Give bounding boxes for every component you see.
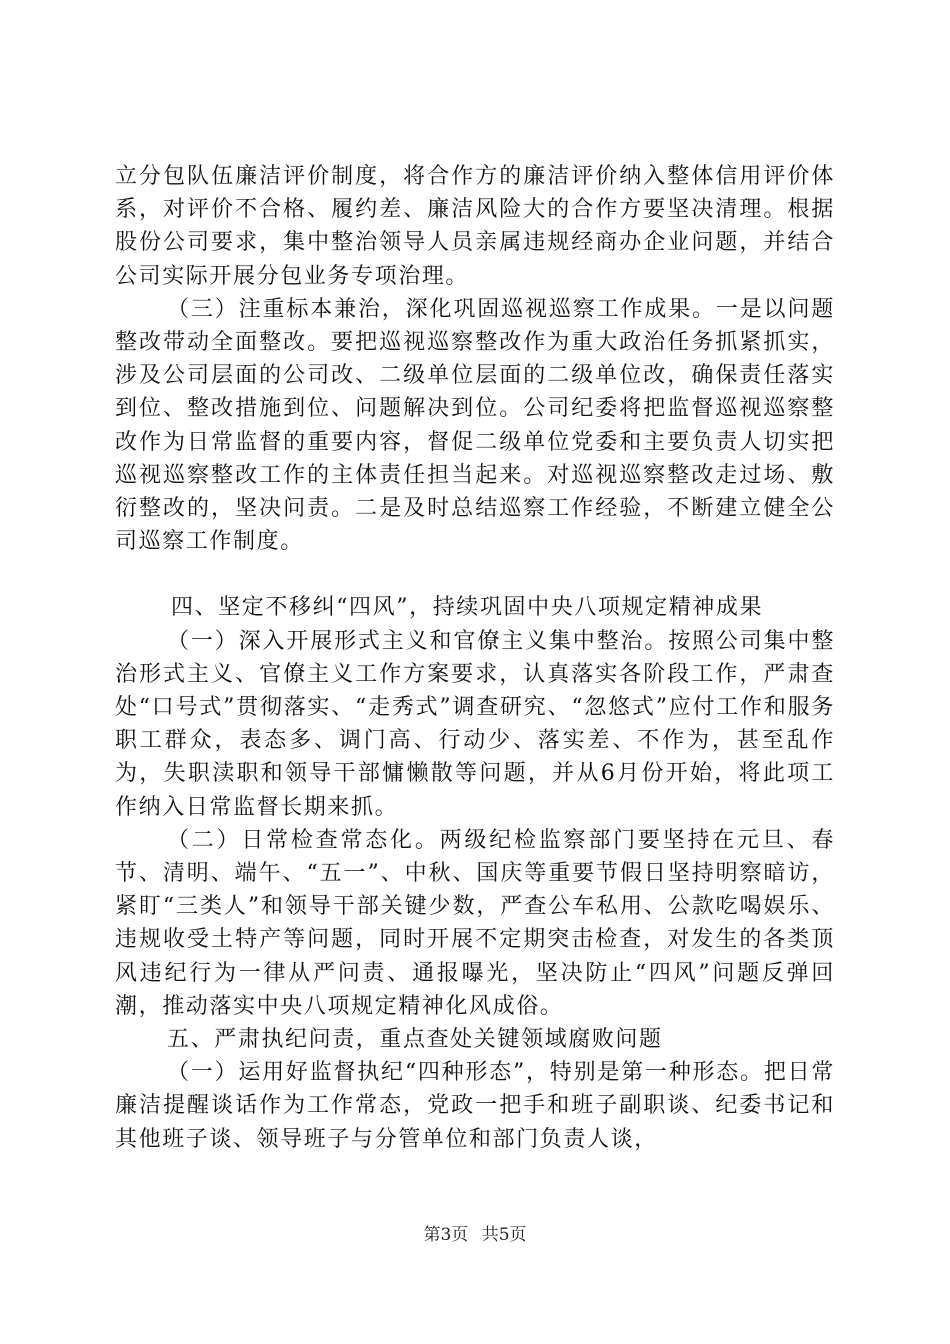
paragraph-4-1: （一）深入开展形式主义和官僚主义集中整治。按照公司集中整治形式主义、官僚主义工作方案要求，认真落实各阶段工作，严肃查处“口号式”贯彻落实、“走秀式”调查研究、“忽悠式”应付工作和服务职工群众，表态多、调门高、行动少、落实差、不作为，甚至乱作为，失职渎职和领导干部慵懒散等问题，并从6月份开始，将此项工作纳入日常监督长期来抓。 [115,628,835,820]
page-footer [0,1220,950,1245]
paragraph-5-1: （一）运用好监督执纪“四种形态”，特别是第一种形态。把日常廉洁提醒谈话作为工作常态，党政一把手和班子副职谈、纪委书记和其他班子谈、领导班子与分管单位和部门负责人谈， [115,1060,835,1152]
paragraph-4-2: （二）日常检查常态化。两级纪检监察部门要坚持在元旦、春节、清明、端午、“五一”、中秋、国庆等重要节假日坚持明察暗访，紧盯“三类人”和领导干部关键少数，严查公车私用、公款吃喝娱乐、违规收受土特产等问题，同时开展不定期突击检查，对发生的各类顶风违纪行为一律从严问责、通报曝光，坚决防止“四风”问题反弹回潮，推动落实中央八项规定精神化风成俗。 [115,827,835,1019]
section-heading-4: 四、坚定不移纠“四风”，持续巩固中央八项规定精神成果 [171,595,764,621]
section-heading-5: 五、严肃执纪问责，重点查处关键领域腐败问题 [167,1027,663,1053]
paragraph-section-3: （三）注重标本兼治，深化巩固巡视巡察工作成果。一是以问题整改带动全面整改。要把巡视巡察整改作为重大政治任务抓紧抓实，涉及公司层面的公司改、二级单位层面的二级单位改，确保责任落实到位、整改措施到位、问题解决到位。公司纪委将把监督巡视巡察整改作为日常监督的重要内容，督促二级单位党委和主要负责人切实把巡视巡察整改工作的主体责任担当起来。对巡视巡察整改走过场、敷衍整改的，坚决问责。二是及时总结巡察工作经验，不断建立健全公司巡察工作制度。 [115,296,835,555]
paragraph-continuation: 立分包队伍廉洁评价制度，将合作方的廉洁评价纳入整体信用评价体系，对评价不合格、履约差、廉洁风险大的合作方要坚决清理。根据股份公司要求，集中整治领导人员亲属违规经商办企业问题，并结合公司实际开展分包业务专项治理。 [115,164,835,289]
document-body [115,160,835,1156]
page-number: 第3页 [423,1225,469,1245]
page-total: 共5页 [481,1225,527,1245]
